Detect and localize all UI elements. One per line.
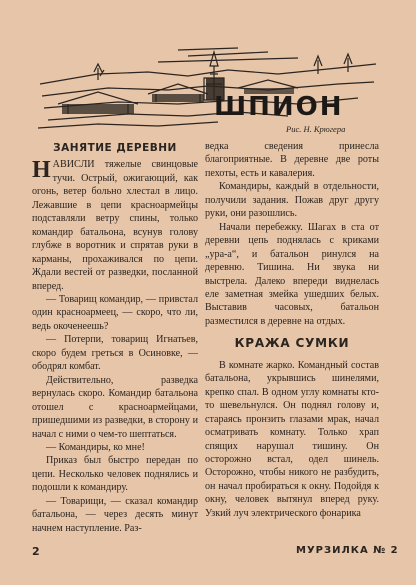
paragraph: Действительно, разведка вернулась скоро. Командир батальона отошел с красноармейцами, пришедшими из разведки, в сторону и начал с ними о чем-то шептаться.	[32, 374, 198, 440]
illustration-credit: Рис. Н. Крюгера	[286, 124, 346, 134]
section-heading-1: ЗАНЯТИЕ ДЕРЕВНИ	[53, 142, 177, 154]
magazine-name: МУРЗИЛКА № 2	[296, 545, 399, 556]
left-column	[32, 142, 198, 535]
section-heading-2: КРАЖА СУМКИ	[234, 336, 350, 351]
drop-cap: Н	[32, 157, 51, 184]
paragraph: ведка сведения принесла благоприятные. В деревне две роты пехоты, есть и кавалерия.	[205, 141, 379, 179]
paragraph: В комнате жарко. Командный состав батальона, укрывшись шинелями, крепко спал. В одном углу комнаты кто-то шевельнулся. Он поднял голову и, стараясь пронзить глазами мрак, начал осматривать комнату. Только храп спящих нарушал тишину. Он осторожно встал, одел шинель. Осторожно, чтобы никого не разбудить, он начал пробираться к окну. Подойдя к окну, человек вытянул вперед руку. Узкий луч электрического фонарика	[205, 359, 379, 519]
page-number: 2	[32, 545, 40, 558]
paragraph	[32, 158, 198, 293]
paragraph: — Командиры, ко мне!	[46, 441, 145, 453]
paragraph-text: АВИСЛИ тяжелые свинцовые тучи. Острый, ожигающий, как огонь, ветер больно хлестал в лицо. Лежавшие в цепи красноармейцы подставляли ветру спины, только командир батальона, всунув голову глубже в воротник и спрятав руки в карманы, прохаживался по цепи. Ждали вестей от разведки, посланной вперед.	[32, 159, 198, 292]
right-column	[205, 140, 379, 520]
paragraph: Командиры, каждый в отдельности, получили задания. Пожав друг другу руки, они разошлись.	[205, 181, 379, 220]
story-title: ШПИОН	[214, 92, 344, 122]
paragraph: Приказ был быстро передан по цепи. Несколько человек поднялись и подошли к командиру.	[32, 455, 198, 494]
paragraph: — Товарищи, — сказал командир батальона, — через десять минут начнем наступление. Раз-	[32, 495, 198, 534]
paragraph: — Потерпи, товарищ Игнатьев, скоро будем греться в Осиновке, — ободрял комбат.	[32, 334, 198, 373]
paragraph: — Товарищ командир, — привстал один красноармеец, — скоро, что ли, ведь окоченеешь?	[32, 293, 198, 332]
paragraph: Начали перебежку. Шагах в ста от деревни цепь поднялась с криками „ура-а“, и батальон ринулся на деревню. Тишина. Ни звука ни выстрела. Далеко впереди виднелась еле заметная змейка ушедших белых. Выставив часовых, батальон разместился в деревне на отдых.	[205, 221, 379, 327]
